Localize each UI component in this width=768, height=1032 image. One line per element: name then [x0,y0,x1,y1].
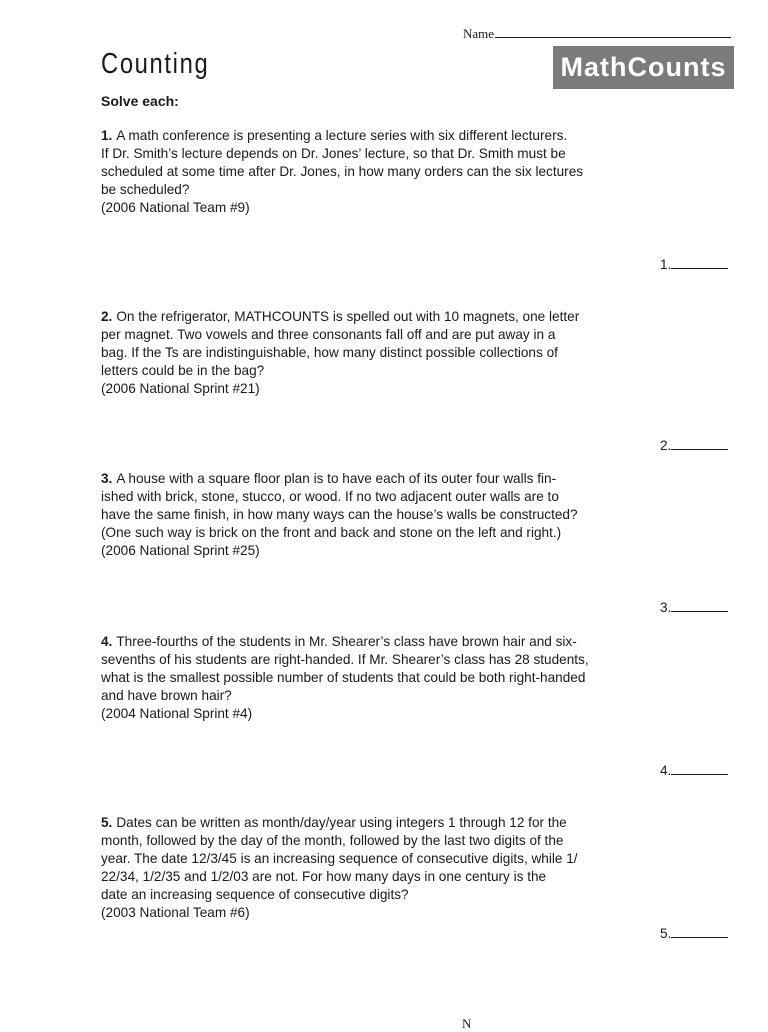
next-page-name-stub: N [462,1016,472,1031]
problem-number: 5. [101,815,113,830]
problem-2: 2. On the refrigerator, MATHCOUNTS is spelled out with 10 magnets, one letter per magnet. Two vowels and three consonants fall off and are put away in a bag. If the Ts are indistinguishable, how many distinct possible collections of letters could be in the bag? (2006 National Sprint #21) [101,308,646,398]
problem-1: 1. A math conference is presenting a lecture series with six different lecturers. If Dr. Smith’s lecture depends on Dr. Jones’ lecture, so that Dr. Smith must be scheduled at some time after Dr. Jones, in how many orders can the six lectures be scheduled? (2006 National Team #9) [101,127,646,217]
answer-blank-4[interactable]: 4. [660,762,736,778]
problem-source: (2004 National Sprint #4) [101,706,253,721]
problem-text: 1. A math conference is presenting a lecture series with six different lecturers. [101,128,568,143]
problem-text: 2. On the refrigerator, MATHCOUNTS is spelled out with 10 magnets, one letter [101,309,580,324]
problem-source: (2006 National Sprint #25) [101,543,260,558]
problem-number: 2. [101,309,113,324]
mathcounts-logo: MathCounts [553,46,734,89]
problem-text: 5. Dates can be written as month/day/year using integers 1 through 12 for the [101,815,567,830]
problem-source: (2006 National Team #9) [101,200,250,215]
problem-5: 5. Dates can be written as month/day/year using integers 1 through 12 for the month, followed by the day of the month, followed by the last two digits of the year. The date 12/3/45 is an increasing sequence of consecutive digits, while 1/ 22/34, 1/2/35 and 1/2/03 are not. For how many days in one century is the date an increasing sequence of consecutive digits? (2003 National Team #6) [101,814,646,922]
answer-blank-3[interactable]: 3. [660,599,736,615]
problem-text: 4. Three-fourths of the students in Mr. Shearer’s class have brown hair and six- [101,634,577,649]
answer-blank-1[interactable]: 1. [660,256,736,272]
instruction-text: Solve each: [101,93,179,109]
name-field[interactable] [463,26,735,42]
problem-number: 3. [101,471,113,486]
problem-3: 3. A house with a square floor plan is to have each of its outer four walls fin- ished with brick, stone, stucco, or wood. If no two adjacent outer walls are to have the same finish, in how many ways can the house’s walls be constructed? (One such way is brick on the front and back and stone on the left and right.) (2006 National Sprint #25) [101,470,646,560]
problem-text: 3. A house with a square floor plan is to have each of its outer four walls fin- [101,471,557,486]
page-title: Counting [101,48,210,80]
problem-source: (2003 National Team #6) [101,905,250,920]
problem-4: 4. Three-fourths of the students in Mr. Shearer’s class have brown hair and six- sevenths of his students are right-handed. If Mr. Shearer’s class has 28 students, what is the smallest possible number of students that could be both right-handed and have brown hair? (2004 National Sprint #4) [101,633,646,723]
name-label: Name [463,26,495,41]
answer-blank-2[interactable]: 2. [660,437,736,453]
name-blank[interactable] [495,27,731,38]
problem-number: 1. [101,128,113,143]
problem-number: 4. [101,634,113,649]
answer-blank-5[interactable]: 5. [660,925,736,941]
problem-source: (2006 National Sprint #21) [101,381,260,396]
